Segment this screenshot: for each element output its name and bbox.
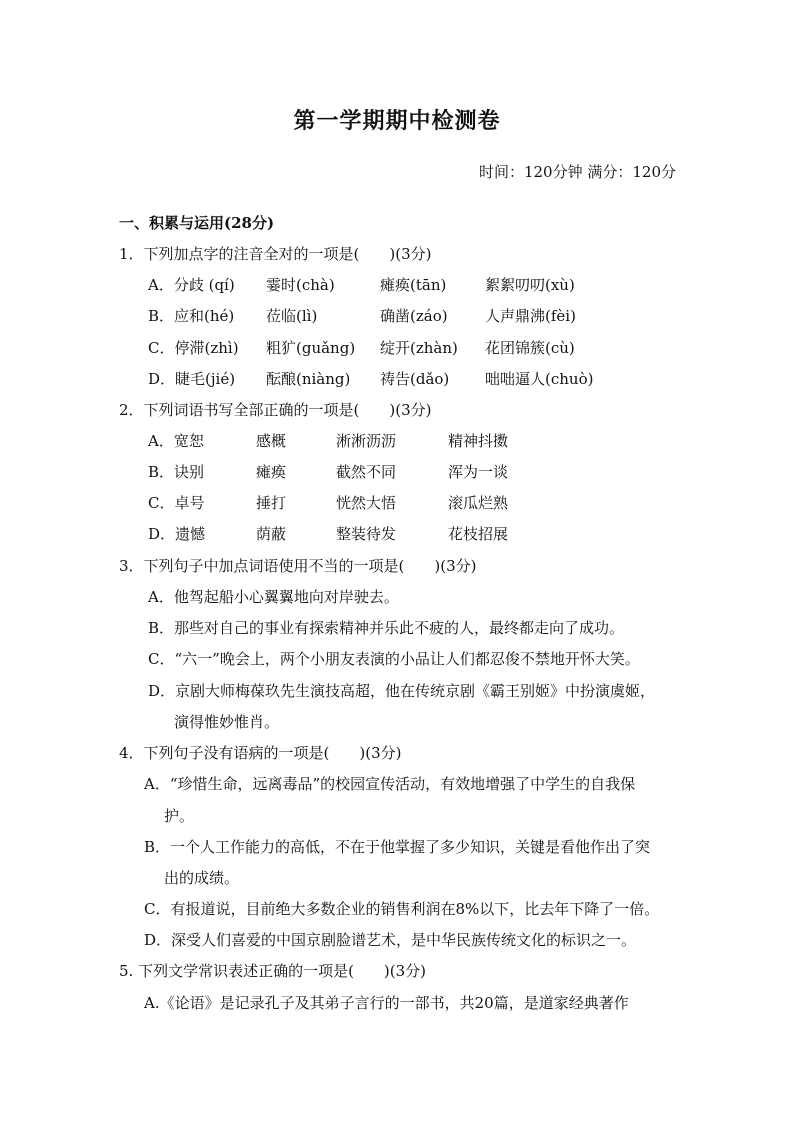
question-5-stem: 5. 下列文学常识表述正确的一项是( )(3分) (119, 962, 427, 980)
q4-option-d: D．深受人们喜爱的中国京剧脸谱艺术，是中华民族传统文化的标识之一。 (144, 931, 637, 949)
q2-option-c-word4: 滚瓜烂熟 (448, 494, 509, 512)
question-4-stem: 4．下列句子没有语病的一项是( )(3分) (119, 744, 402, 762)
question-2-stem: 2．下列词语书写全部正确的一项是( )(3分) (119, 401, 432, 419)
q1-option-b-word4: 人声鼎沸(fèi) (485, 307, 576, 325)
q4-option-b: B．一个人工作能力的高低，不在于他掌握了多少知识，关键是看他作出了突 (144, 838, 651, 856)
q5-option-a: A.《论语》是记录孔子及其弟子言行的一部书，共20篇，是道家经典著作 (144, 994, 629, 1012)
question-3-stem: 3．下列句子中加点词语使用不当的一项是( )(3分) (119, 557, 477, 575)
q1-option-d-word4: 咄咄逼人(chuò) (485, 370, 594, 388)
q3-option-d-continued: 演得惟妙惟肖。 (174, 713, 280, 731)
q3-option-d: D．京剧大师梅葆玖先生演技高超，他在传统京剧《霸王别姬》中扮演虞姬， (148, 682, 656, 700)
q3-option-b: B．那些对自己的事业有探索精神并乐此不疲的人，最终都走向了成功。 (148, 619, 625, 637)
q2-option-c: C．卓号 (148, 494, 205, 512)
q2-option-c-word2: 捶打 (256, 494, 287, 512)
page-title: 第一学期期中检测卷 (293, 108, 501, 134)
q2-option-d: D．遗憾 (148, 525, 206, 543)
q2-option-a-word4: 精神抖擞 (448, 432, 509, 450)
q2-option-c-word3: 恍然大悟 (336, 494, 397, 512)
q1-option-d-word2: 酝酿(niàng) (266, 370, 351, 388)
q2-option-b: B．诀别 (148, 463, 205, 481)
q1-option-d: D．睫毛(jié) (148, 370, 236, 388)
q2-option-b-word4: 浑为一谈 (448, 463, 509, 481)
q1-option-b-word3: 确凿(záo) (380, 307, 448, 325)
q2-option-b-word3: 截然不同 (336, 463, 397, 481)
q1-option-c-word3: 绽开(zhàn) (380, 339, 458, 357)
q4-option-b-continued: 出的成绩。 (164, 869, 240, 887)
q1-option-d-word3: 祷告(dǎo) (380, 370, 450, 388)
q2-option-a: A．宽恕 (148, 432, 204, 450)
q1-option-a: A．分歧 (qí) (148, 276, 235, 294)
exam-meta: 时间：120分钟 满分：120分 (478, 163, 676, 181)
q4-option-a-continued: 护。 (164, 807, 195, 825)
section-heading: 一、积累与运用(28分) (119, 214, 275, 232)
q2-option-a-word2: 感概 (256, 432, 287, 450)
q2-option-b-word2: 瘫痪 (256, 463, 287, 481)
q2-option-d-word4: 花枝招展 (448, 525, 509, 543)
q1-option-a-word3: 瘫痪(tān) (380, 276, 447, 294)
q2-option-d-word3: 整装待发 (336, 525, 397, 543)
q4-option-c: C．有报道说，目前绝大多数企业的销售利润在8%以下，比去年下降了一倍。 (144, 900, 660, 918)
q1-option-b-word2: 莅临(lì) (266, 307, 318, 325)
q1-option-a-word4: 絮絮叨叨(xù) (485, 276, 575, 294)
q1-option-a-word2: 霎时(chà) (266, 276, 335, 294)
q2-option-d-word2: 荫蔽 (256, 525, 287, 543)
q1-option-c-word2: 粗犷(guǎng) (266, 339, 356, 357)
q4-option-a: A．“珍惜生命，远离毒品”的校园宣传活动，有效地增强了中学生的自我保 (144, 775, 636, 793)
q3-option-a: A．他驾起船小心翼翼地向对岸驶去。 (148, 588, 399, 606)
question-1-stem: 1．下列加点字的注音全对的一项是( )(3分) (119, 245, 432, 263)
q1-option-c: C．停滞(zhì) (148, 339, 239, 357)
q3-option-c: C．“六一”晚会上，两个小朋友表演的小品让人们都忍俊不禁地开怀大笑。 (148, 650, 640, 668)
q2-option-a-word3: 淅淅沥沥 (336, 432, 397, 450)
q1-option-b: B．应和(hé) (148, 307, 235, 325)
q1-option-c-word4: 花团锦簇(cù) (485, 339, 575, 357)
